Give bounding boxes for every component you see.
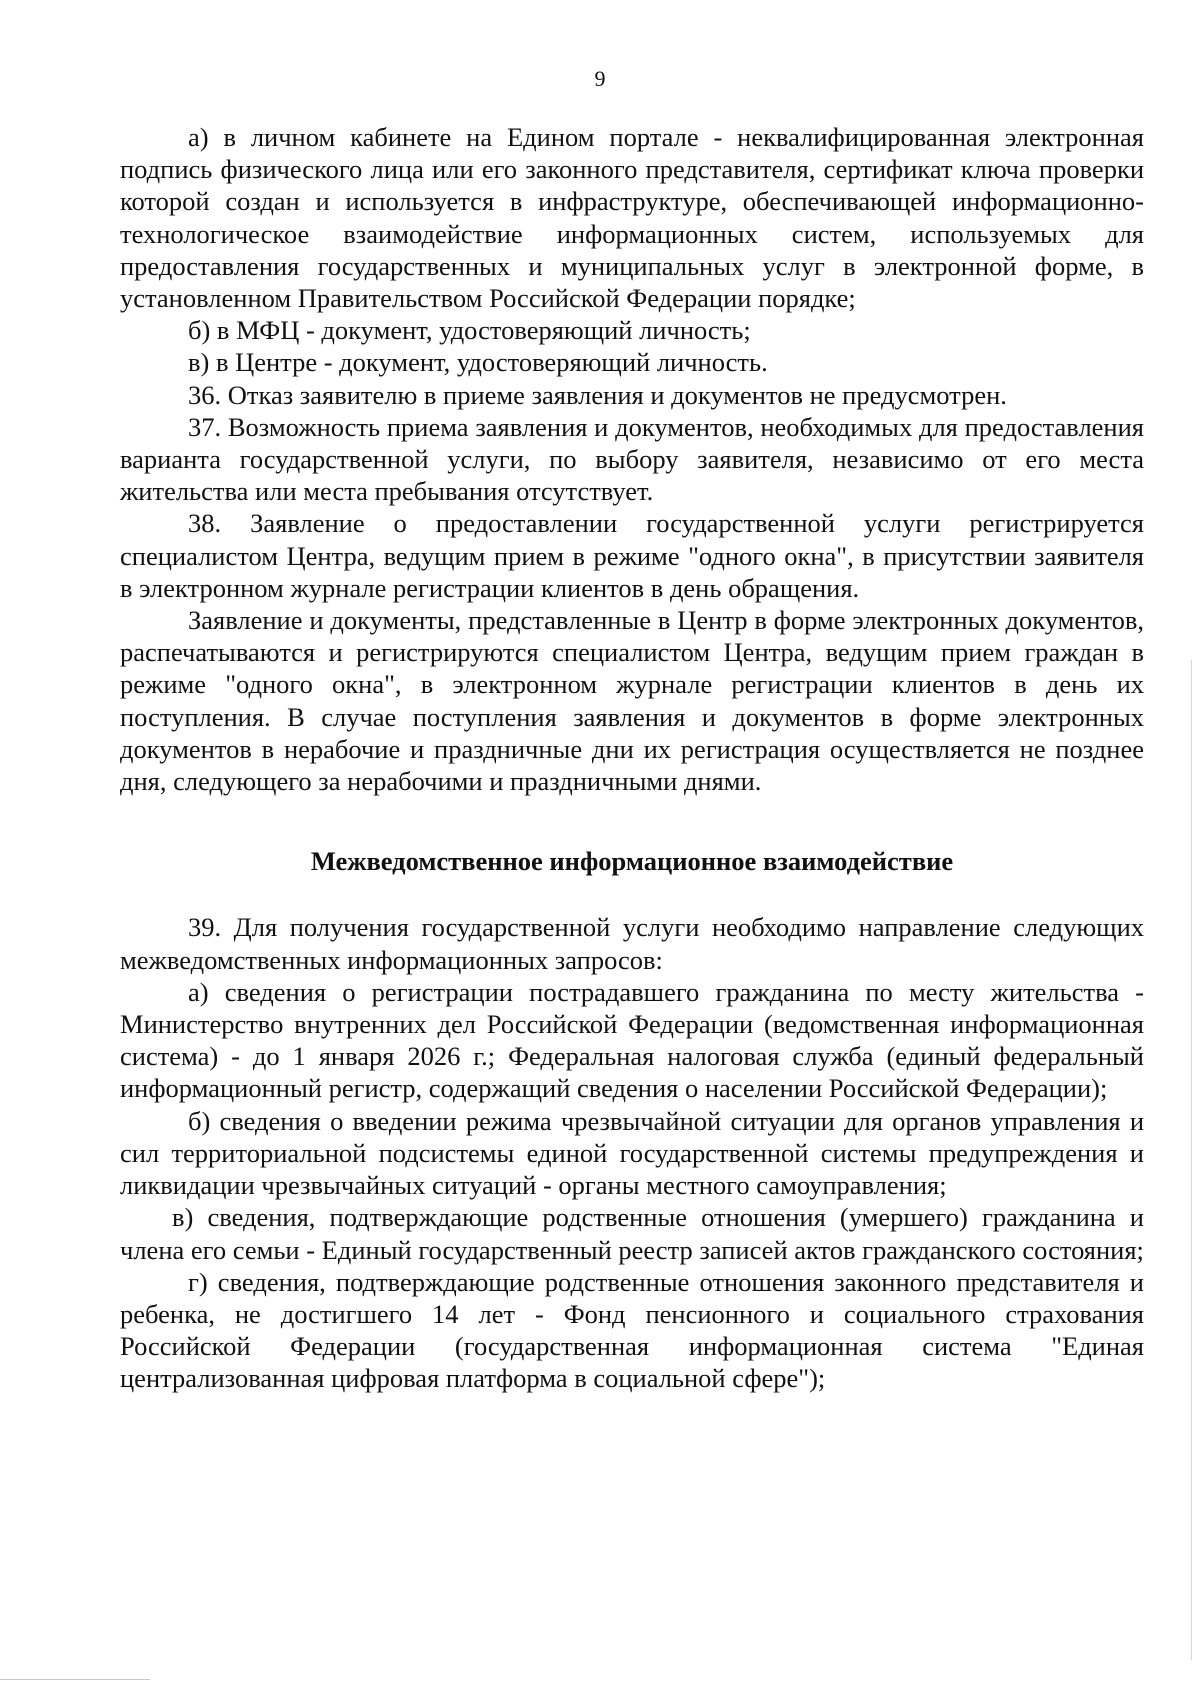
paragraph-39c: в) сведения, подтверждающие родственные отношения (умершего) гражданина и члена его семьи - Единый государственный реестр записей актов гражданского состояния; (120, 1202, 1144, 1265)
paragraph-39d: г) сведения, подтверждающие родственные отношения законного представителя и ребенка, не достигшего 14 лет - Фонд пенсионного и социального страхования Российской Федерации (государственная информационная система "Единая централизованная цифровая платформа в социальной сфере"); (120, 1266, 1144, 1394)
paragraph-39a: а) сведения о регистрации пострадавшего гражданина по месту жительства - Министерство внутренних дел Российской Федерации (ведомственная информационная система) - до 1 января 2026 г.; Федеральная налоговая служба (единый федеральный информационный регистр, содержащий сведения о населении Российской Федерации); (120, 976, 1144, 1104)
page-number: 9 (594, 66, 606, 91)
document-body (120, 121, 1144, 1395)
paragraph-39: 39. Для получения государственной услуги необходимо направление следующих межведомственных информационных запросов: (120, 912, 1144, 975)
paragraph-37: 37. Возможность приема заявления и документов, необходимых для предоставления варианта государственной услуги, по выбору заявителя, независимо от его места жительства или места пребывания отсутствует. (120, 411, 1144, 507)
scan-edge-line (1191, 660, 1192, 1660)
scan-bottom-line (0, 1679, 150, 1680)
paragraph-35b: б) в МФЦ - документ, удостоверяющий личность; (188, 315, 751, 346)
paragraph-38: 38. Заявление о предоставлении государственной услуги регистрируется специалистом Центра, ведущим прием в режиме "одного окна", в присутствии заявителя в электронном журнале регистрации клиентов в день обращения. (120, 508, 1144, 603)
paragraph-35a: а) в личном кабинете на Едином портале - неквалифицированная электронная подпись физического лица или его законного представителя, сертификат ключа проверки которой создан и используется в инфраструктуре, обеспечивающей информационно-технологическое взаимодействие информационных систем, используемых для предоставления государственных и муниципальных услуг в электронной форме, в установленном Правительством Российской Федерации порядке; (120, 122, 1144, 314)
section-heading: Межведомственное информационное взаимодействие (310, 846, 954, 877)
paragraph-36: 36. Отказ заявителю в приеме заявления и документов не предусмотрен. (188, 379, 1007, 410)
paragraph-38-cont: Заявление и документы, представленные в Центр в форме электронных документов, распечатываются и регистрируются специалистом Центра, ведущим прием граждан в режиме "одного окна", в электронном журнале регистрации клиентов в день их поступления. В случае поступления заявления и документов в форме электронных документов в нерабочие и праздничные дни их регистрация осуществляется не позднее дня, следующего за нерабочими и праздничными днями. (120, 605, 1144, 797)
paragraph-39b: б) сведения о введении режима чрезвычайной ситуации для органов управления и сил территориальной подсистемы единой государственной системы предупреждения и ликвидации чрезвычайных ситуаций - органы местного самоуправления; (120, 1105, 1144, 1201)
paragraph-35c: в) в Центре - документ, удостоверяющий личность. (188, 347, 768, 378)
